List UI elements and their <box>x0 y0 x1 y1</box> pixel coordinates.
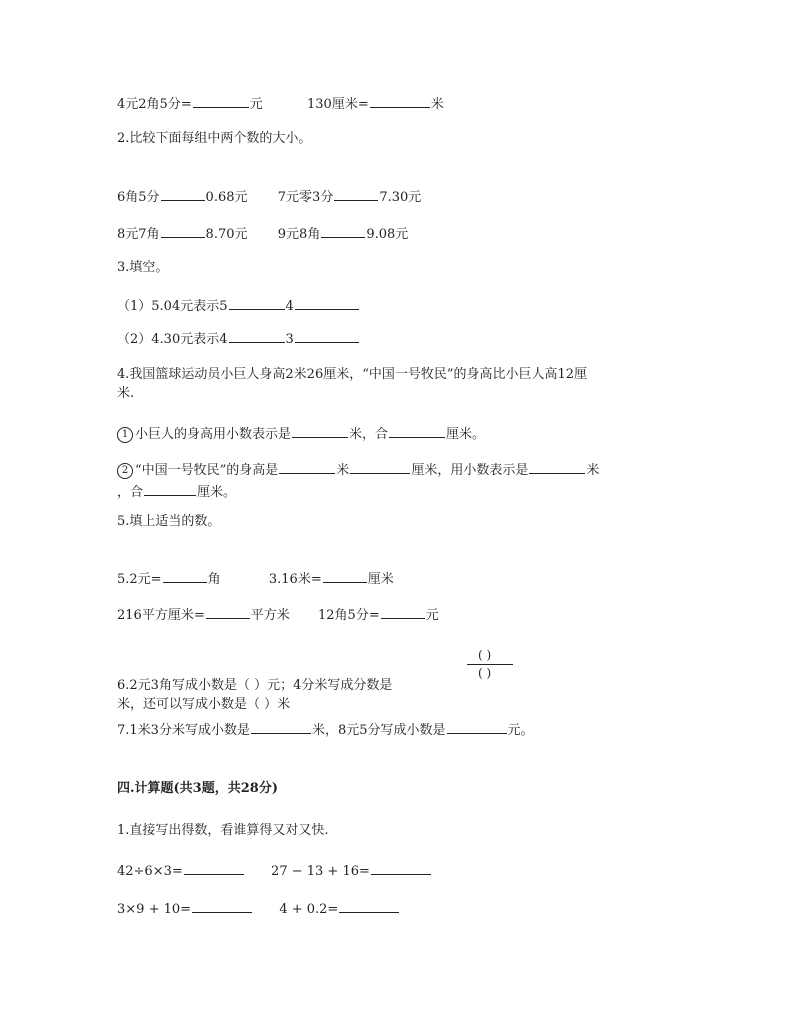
item-text: 5.04元表示5 <box>151 299 228 314</box>
q1-expr-b: 130厘米= <box>307 97 369 112</box>
expr: 216平方厘米= <box>117 608 205 623</box>
sub-text: 厘米，用小数表示是 <box>411 463 529 478</box>
compare-right: 7.30元 <box>379 190 422 205</box>
unit: 平方米 <box>250 608 290 623</box>
sub-text: 厘米。 <box>446 427 486 442</box>
compare-right: 0.68元 <box>205 190 248 205</box>
answer-blank[interactable] <box>350 460 410 474</box>
answer-blank[interactable] <box>371 861 431 875</box>
section-title: 四.计算题(共3题，共28分) <box>117 781 278 796</box>
item-text: 4.30元表示4 <box>151 332 228 347</box>
q5-row1 <box>117 569 394 588</box>
answer-blank[interactable] <box>370 94 430 108</box>
sub-text: 米 <box>586 463 600 478</box>
fraction-bar <box>467 664 513 665</box>
expr: 42÷6×3= <box>117 864 183 879</box>
q4-sub2 <box>117 460 599 479</box>
sub-text: 米 <box>336 463 350 478</box>
answer-blank[interactable] <box>206 605 250 619</box>
q5-title: 5.填上适当的数。 <box>117 514 221 529</box>
item-text: 3 <box>285 332 294 347</box>
sub-text: 小巨人的身高用小数表示是 <box>135 427 292 442</box>
answer-blank[interactable] <box>323 569 367 583</box>
answer-blank[interactable] <box>193 94 249 108</box>
answer-blank[interactable] <box>529 460 585 474</box>
q1-unit-a: 元 <box>249 97 263 112</box>
unit: 厘米 <box>367 572 394 587</box>
q2-row1 <box>117 187 421 206</box>
q3-title: 3.填空。 <box>117 260 169 275</box>
q4-sub1 <box>117 424 485 443</box>
q7-row <box>117 720 534 739</box>
answer-blank[interactable] <box>229 296 285 310</box>
calc-title: 1.直接写出得数，看谁算得又对又快. <box>117 823 329 838</box>
fraction-numerator[interactable]: ( ) <box>478 648 492 662</box>
circled-number: 2 <box>117 463 133 479</box>
answer-blank[interactable] <box>295 296 359 310</box>
answer-blank[interactable] <box>321 224 365 238</box>
expr: 5.2元= <box>117 572 162 587</box>
answer-blank[interactable] <box>192 899 252 913</box>
answer-blank[interactable] <box>334 187 378 201</box>
calc-row1 <box>117 861 432 880</box>
compare-left: 7元零3分 <box>277 190 334 205</box>
answer-blank[interactable] <box>163 569 207 583</box>
q1-tail-row <box>117 94 444 113</box>
q4-line1: 4.我国篮球运动员小巨人身高2米26厘米，“中国一号牧民”的身高比小巨人高12厘 <box>117 367 588 382</box>
item-number: （1） <box>117 299 152 314</box>
expr: 27 − 13 + 16= <box>271 864 370 879</box>
q4-sub2-cont <box>117 482 236 501</box>
q6-line2: 米，还可以写成小数是（ ）米 <box>117 697 291 712</box>
expr: 12角5分= <box>318 608 380 623</box>
answer-blank[interactable] <box>184 861 244 875</box>
sub-text: “中国一号牧民”的身高是 <box>135 463 279 478</box>
item-number: （2） <box>117 332 152 347</box>
expr: 7.1米3分米写成小数是 <box>117 723 250 738</box>
expr: 米，8元5分写成小数是 <box>311 723 446 738</box>
compare-left: 8元7角 <box>117 227 160 242</box>
sub-text: 米，合 <box>349 427 389 442</box>
compare-left: 6角5分 <box>117 190 160 205</box>
compare-right: 9.08元 <box>366 227 409 242</box>
q1-unit-b: 米 <box>430 97 444 112</box>
answer-blank[interactable] <box>381 605 425 619</box>
q3-item2 <box>117 329 360 348</box>
item-text: 4 <box>285 299 294 314</box>
answer-blank[interactable] <box>339 899 399 913</box>
q5-row2 <box>117 605 439 624</box>
q2-title: 2.比较下面每组中两个数的大小。 <box>117 131 312 146</box>
compare-right: 8.70元 <box>205 227 248 242</box>
q1-expr-a: 4元2角5分= <box>117 97 192 112</box>
q6-line1: 6.2元3角写成小数是（ ）元；4分米写成分数是 <box>117 678 393 693</box>
sub-text: 厘米。 <box>197 485 237 500</box>
sub-text: ，合 <box>117 485 144 500</box>
answer-blank[interactable] <box>229 329 285 343</box>
q3-item1 <box>117 296 360 315</box>
answer-blank[interactable] <box>389 424 445 438</box>
answer-blank[interactable] <box>292 424 348 438</box>
circled-number: 1 <box>117 427 133 443</box>
compare-left: 9元8角 <box>277 227 321 242</box>
answer-blank[interactable] <box>279 460 335 474</box>
answer-blank[interactable] <box>447 720 507 734</box>
answer-blank[interactable] <box>161 187 205 201</box>
unit: 元 <box>425 608 439 623</box>
expr: 3×9 + 10= <box>117 902 192 917</box>
answer-blank[interactable] <box>161 224 205 238</box>
calc-row2 <box>117 899 400 918</box>
q4-line2: 米. <box>117 386 135 401</box>
answer-blank[interactable] <box>144 482 196 496</box>
expr: 4 + 0.2= <box>279 902 339 917</box>
expr: 元。 <box>507 723 534 738</box>
unit: 角 <box>207 572 221 587</box>
answer-blank[interactable] <box>295 329 359 343</box>
q2-row2 <box>117 224 408 243</box>
fraction-denominator[interactable]: ( ) <box>478 666 492 680</box>
answer-blank[interactable] <box>251 720 311 734</box>
expr: 3.16米= <box>268 572 322 587</box>
